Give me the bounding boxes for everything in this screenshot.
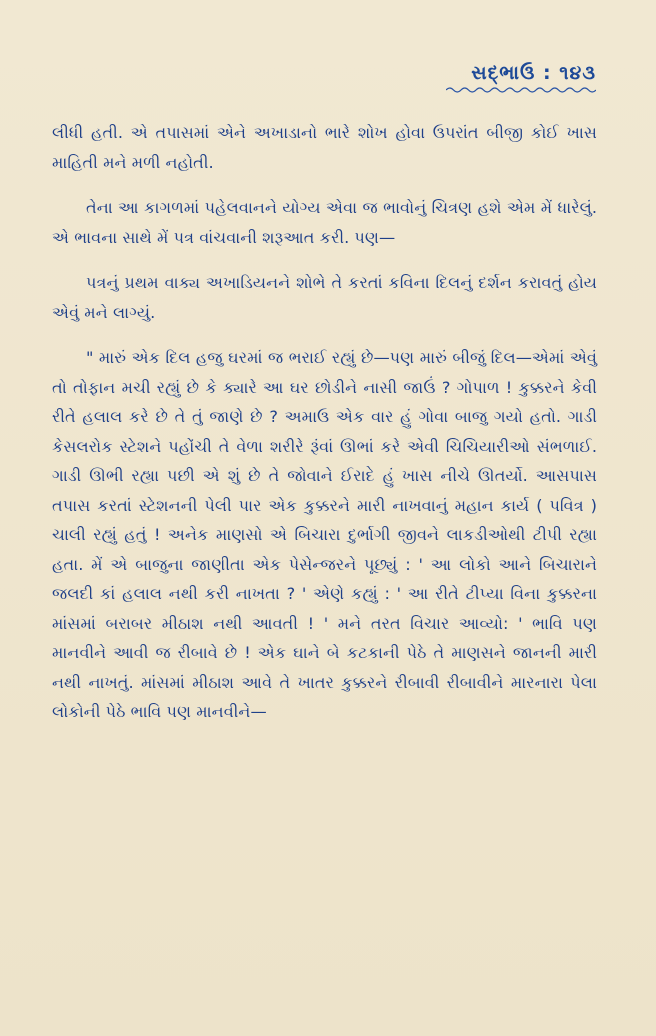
page-header [446,62,596,94]
wavy-underline [446,86,596,94]
body-text [52,118,597,743]
paragraph-2: તેના આ કાગળમાં પહેલવાનને યોગ્ય એવા જ ભાવોનું ચિત્રણ હશે એમ મેં ધારેલું. એ ભાવના સાથે મેં પત્ર વાંચવાની શરૂઆત કરી. પણ— [52,198,597,247]
paragraph-3: પત્રનું પ્રથમ વાક્ય અખાડિયનને શોભે તે કરતાં કવિના દિલનું દર્શન કરાવતું હોય એવું મને લાગ્યું. [52,273,597,322]
paragraph-4: " મારું એક દિલ હજુ ઘરમાં જ ભરાઈ રહ્યું છે—પણ મારું બીજું દિલ—એમાં એવું તો તોફાન મચી રહ્યું છે કે ક્યારે આ ઘર છોડીને નાસી જાઉં ? ગોપાળ ! કુક્કરને કેવી રીતે હલાલ કરે છે તે તું જાણે છે ? અમાઉ એક વાર હું ગોવા બાજુ ગયો હતો. ગાડી કેસલરોક સ્ટેશને પહોંચી તે વેળા શરીરે રૂંવાં ઊભાં કરે એવી ચિચિયારીઓ સંભળાઈ. ગાડી ઊભી રહ્યા પછી એ શું છે તે જોવાને ઈરાદે હું ખાસ નીચે ઊતર્યો. આસપાસ તપાસ કરતાં સ્ટેશનની પેલી પાર એક કુક્કરને મારી નાખવાનું મહાન કાર્ય ( પવિત્ર ) ચાલી રહ્યું હતું ! અનેક માણસો એ બિચારા દુર્ભાગી જીવને લાકડીઓથી ટીપી રહ્યા હતા. મેં એ બાજુના જાણીતા એક પેસેન્જરને પૂછ્યું : ' આ લોકો આને બિચારાને જલદી કાં હલાલ નથી કરી નાખતા ? ' એણે કહ્યું : ' આ રીતે ટીપ્યા વિના કુક્કરના માંસમાં બરાબર મીઠાશ નથી આવતી ! ' મને તરત વિચાર આવ્યો: ' ભાવિ પણ માનવીને આવી જ રીબાવે છે ! એક ઘાને બે કટકાની પેઠે તે માણસને જાનની મારી નથી નાખતું. માંસમાં મીઠાશ આવે તે ખાતર કુક્કરને રીબાવી રીબાવીને મારનારા પેલા લોકોની પેઠે ભાવિ પણ માનવીને— [52,348,597,721]
running-head: સદ્ભાઉ : ૧૪૩ [471,62,596,84]
paragraph-1: લીધી હતી. એ તપાસમાં એને અખાડાનો ભારે શોખ હોવા ઉપરાંત બીજી કોઈ ખાસ માહિતી મને મળી નહોતી. [52,123,597,172]
